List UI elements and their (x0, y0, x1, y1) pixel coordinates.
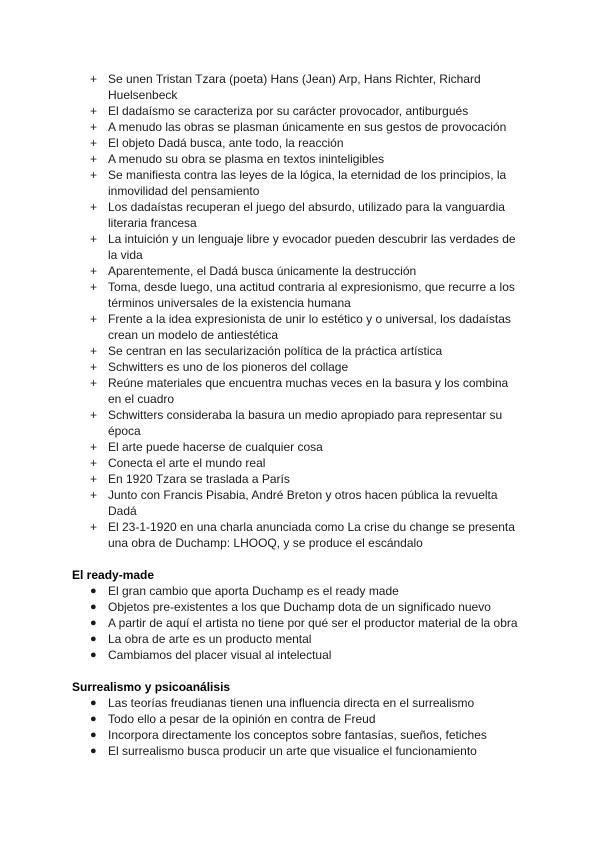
list-item: ● El gran cambio que aporta Duchamp es el ready made (90, 584, 399, 598)
plus-bullet-icon: + (90, 456, 98, 470)
spacer (0, 551, 600, 567)
plus-bullet-icon: + (90, 152, 98, 166)
plus-bullet-icon: + (90, 472, 98, 486)
plus-bullet-icon: + (90, 168, 98, 182)
list-item: + Toma, desde luego, una actitud contraria al expresionismo, que recurre a los términos universales de la existencia humana (90, 280, 515, 310)
dot-bullet-icon: ● (90, 633, 97, 645)
list-item: + Se unen Tristan Tzara (poeta) Hans (Jean) Arp, Hans Richter, Richard Huelsenbeck (90, 72, 481, 102)
plus-bullet-icon: + (90, 376, 98, 390)
list-item: + Frente a la idea expresionista de unir lo estético y o universal, los dadaístas crean un modelo de antiestética (90, 312, 511, 342)
dot-bullet-icon: ● (90, 713, 97, 725)
list-item: ● Cambiamos del placer visual al intelectual (90, 648, 332, 662)
list-item: + El arte puede hacerse de cualquier cosa (90, 440, 323, 454)
list-item: ● Incorpora directamente los conceptos sobre fantasías, sueños, fetiches (90, 728, 487, 742)
list-item: ● A partir de aquí el artista no tiene por qué ser el productor material de la obra (90, 616, 518, 630)
plus-bullet-icon: + (90, 360, 98, 374)
dot-bullet-icon: ● (90, 601, 97, 613)
list-item: ● Las teorías freudianas tienen una influencia directa en el surrealismo (90, 696, 475, 710)
list-item: + Reúne materiales que encuentra muchas veces en la basura y los combina en el cuadro (90, 376, 509, 406)
plus-bullet-icon: + (90, 232, 98, 246)
plus-bullet-icon: + (90, 312, 98, 326)
ready-made-list (0, 583, 600, 663)
dot-bullet-icon: ● (90, 729, 97, 741)
document-page (0, 71, 600, 759)
plus-bullet-icon: + (90, 520, 98, 534)
list-item: + Se centran en las secularización política de la práctica artística (90, 344, 443, 358)
list-item: + Schwitters consideraba la basura un medio apropiado para representar su época (90, 408, 503, 438)
list-item: + La intuición y un lenguaje libre y evocador pueden descubrir las verdades de la vida (90, 232, 516, 262)
spacer (0, 663, 600, 679)
section-heading-ready-made: El ready-made (72, 568, 155, 582)
plus-bullet-icon: + (90, 408, 98, 422)
list-item: + En 1920 Tzara se traslada a París (90, 472, 290, 486)
list-item: + A menudo su obra se plasma en textos ininteligibles (90, 152, 385, 166)
list-item: + Se manifiesta contra las leyes de la lógica, la eternidad de los principios, la inmovilidad del pensamiento (90, 168, 507, 198)
surrealismo-list (0, 695, 600, 759)
plus-bullet-icon: + (90, 104, 98, 118)
list-item: + Junto con Francis Pisabia, André Breton y otros hacen pública la revuelta Dadá (90, 488, 498, 518)
plus-bullet-icon: + (90, 344, 98, 358)
section-heading-surrealismo: Surrealismo y psicoanálisis (72, 680, 231, 694)
dada-list (0, 71, 600, 551)
plus-bullet-icon: + (90, 120, 98, 134)
list-item: + Aparentemente, el Dadá busca únicamente la destrucción (90, 264, 417, 278)
list-item: + Los dadaístas recuperan el juego del absurdo, utilizado para la vanguardia literaria francesa (90, 200, 505, 230)
dot-bullet-icon: ● (90, 617, 97, 629)
plus-bullet-icon: + (90, 280, 98, 294)
list-item: + El 23-1-1920 en una charla anunciada como La crise du change se presenta una obra de Duchamp: LHOOQ, y se produce el escándalo (90, 520, 515, 550)
list-item: + A menudo las obras se plasman únicamente en sus gestos de provocación (90, 120, 507, 134)
plus-bullet-icon: + (90, 136, 98, 150)
plus-bullet-icon: + (90, 264, 98, 278)
plus-bullet-icon: + (90, 440, 98, 454)
dot-bullet-icon: ● (90, 649, 97, 661)
list-item: ● El surrealismo busca producir un arte que visualice el funcionamiento (90, 744, 477, 758)
list-item: ● Objetos pre-existentes a los que Duchamp dota de un significado nuevo (90, 600, 491, 614)
list-item: + El objeto Dadá busca, ante todo, la reacción (90, 136, 344, 150)
list-item: + Conecta el arte el mundo real (90, 456, 266, 470)
list-item: ● Todo ello a pesar de la opinión en contra de Freud (90, 712, 376, 726)
list-item: ● La obra de arte es un producto mental (90, 632, 312, 646)
dot-bullet-icon: ● (90, 697, 97, 709)
dot-bullet-icon: ● (90, 585, 97, 597)
plus-bullet-icon: + (90, 72, 98, 86)
dot-bullet-icon: ● (90, 745, 97, 757)
list-item: + Schwitters es uno de los pioneros del collage (90, 360, 349, 374)
plus-bullet-icon: + (90, 488, 98, 502)
plus-bullet-icon: + (90, 200, 98, 214)
list-item: + El dadaísmo se caracteriza por su carácter provocador, antiburgués (90, 104, 469, 118)
